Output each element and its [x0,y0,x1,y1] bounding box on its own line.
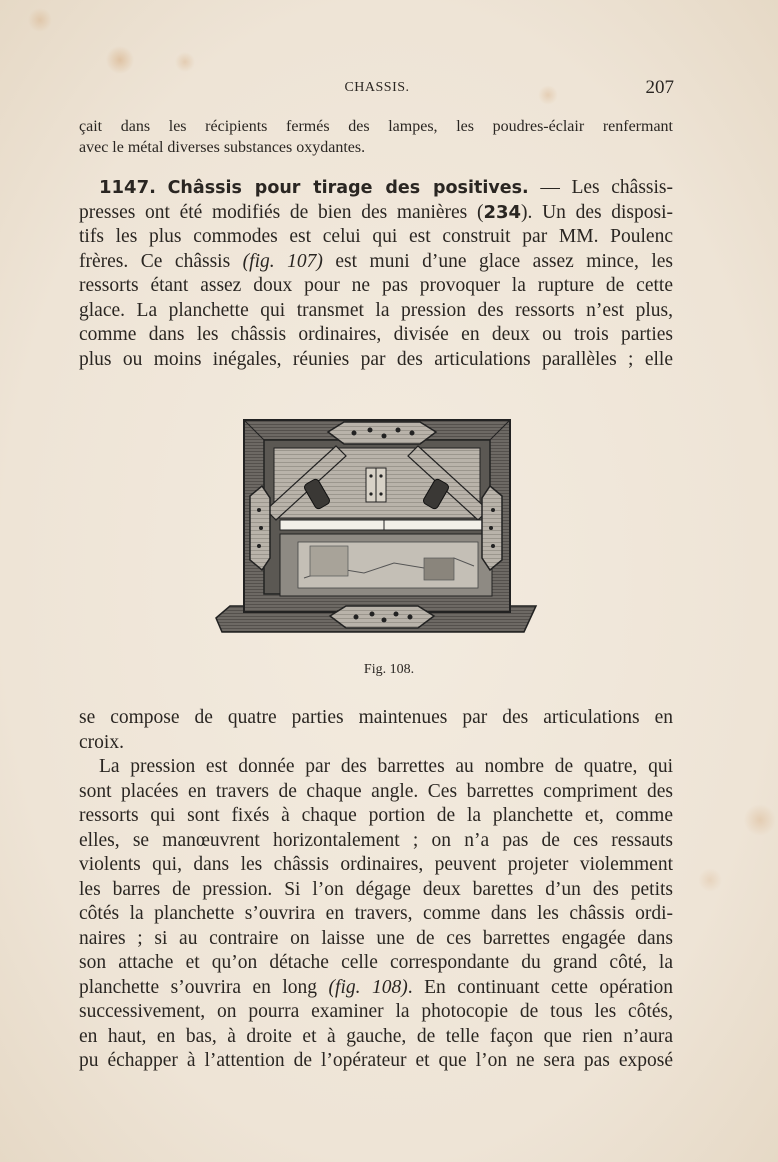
text-line: se compose de quatre parties maintenues par des articulations en [79,707,673,728]
text-line: pu échapper à l’attention de l’opérateur et que l’on ne sera pas exposé [79,1050,673,1071]
running-head: CHASSIS. [344,80,410,95]
text-line: plus ou moins inégales, réunies par des articulations parallèles ; elle [79,348,673,370]
page-number: 207 [645,77,674,98]
text-line: en haut, en bas, à droite et à gauche, de telle façon que rien n’aura [79,1025,673,1047]
text-line [79,976,673,1001]
section-number: 1147. [99,177,156,198]
text-span: — Les châssis- [528,177,673,198]
text-span: planchette s’ouvrira en long [79,976,329,998]
section-1147 [79,176,673,372]
text-line: naires ; si au contraire on laisse une de ces barrettes engagée dans [79,927,673,949]
text-line: avec le métal diverses substances oxydantes. [79,139,366,156]
text-line: violents qui, dans les châssis ordinaires, peuvent projeter violemment [79,854,673,875]
text-line: les barres de pression. Si l’on dégage deux barettes d’un des petits [79,878,673,900]
section-title: Châssis pour tirage des positives. [167,178,529,198]
text-line: son attache et qu’on détache celle correspondante du grand côté, la [79,952,673,973]
text-line: çait dans les récipients fermés des lampes, les poudres-éclair renfermant [79,118,673,135]
text-span: ). Un des disposi- [521,201,674,223]
text-line: croix. [79,731,124,753]
text-span: est muni d’une glace assez mince, les [322,250,673,272]
text-line: La pression est donnée par des barrettes au nombre de quatre, qui [99,756,673,777]
text-line: elles, se manœuvrent horizontalement ; on n’a pas de ces ressauts [79,829,673,851]
page-header [80,77,674,102]
text-span: presses ont été modifiés de bien des manières ( [79,201,484,223]
text-line: tifs les plus commodes est celui qui est construit par MM. Poulenc [79,226,673,247]
text-line: côtés la planchette s’ouvrira en travers, comme dans les châssis ordi- [79,903,673,924]
text-span: . En continuant cette opération [407,976,673,998]
chassis-press-illustration [214,418,538,636]
cross-reference: 234 [483,201,522,223]
figure-reference: (fig. 107) [242,250,323,272]
figure-reference: (fig. 108) [328,976,408,998]
text-line [79,250,673,275]
text-line [79,201,673,226]
text-line: successivement, on pourra examiner la photocopie de tous les côtés, [79,1001,673,1022]
text-line: comme dans les châssis ordinaires, divisée en deux ou trois parties [79,324,673,345]
text-span: frères. Ce châssis [79,250,243,272]
figure-caption: Fig. 108. [363,662,415,677]
text-line: sont placées en travers de chaque angle. Ces barrettes compriment des [79,780,673,802]
continuation-text [79,706,673,1074]
text-line: glace. La planchette qui transmet la pression des ressorts n’est plus, [79,299,673,321]
intro-paragraph [79,116,673,158]
section-heading-line [79,176,673,201]
text-line: ressorts qui sont fixés à chaque portion de la planchette et, comme [79,805,673,826]
text-line: ressorts étant assez doux pour ne pas provoquer la rupture de cette [79,275,673,296]
